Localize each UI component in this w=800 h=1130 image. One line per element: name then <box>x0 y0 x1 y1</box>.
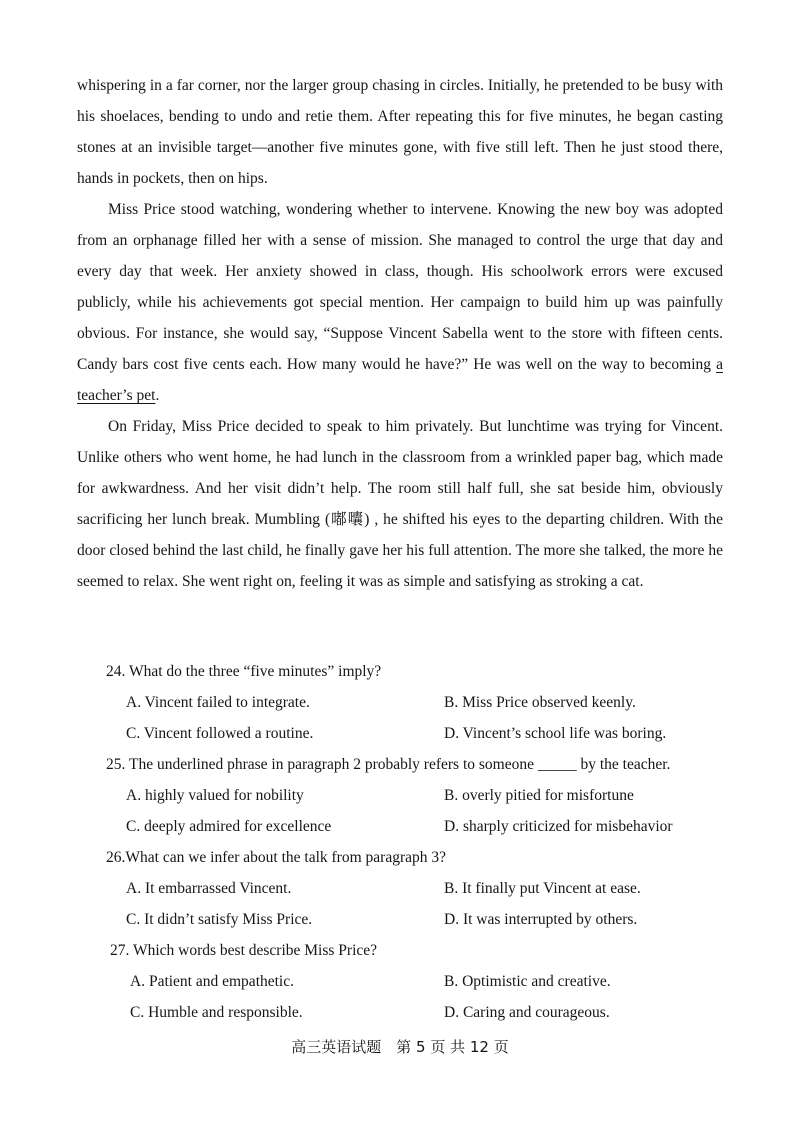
option-b: B. Miss Price observed keenly. <box>444 694 636 711</box>
underlined-phrase: a teacher’s pet <box>77 356 723 404</box>
option-c: C. Vincent followed a routine. <box>126 725 314 742</box>
option-a: A. highly valued for nobility <box>126 787 304 804</box>
question-stem: 24. What do the three “five minutes” imply? <box>106 663 382 680</box>
option-c: C. Humble and responsible. <box>130 1004 303 1021</box>
option-a: A. Vincent failed to integrate. <box>126 694 310 711</box>
passage-paragraph-2: Miss Price stood watching, wondering whether to intervene. Knowing the new boy was adopted from an orphanage filled her with a sense of mission. She managed to control the urge that day and every day that week. Her anxiety showed in class, though. His schoolwork errors were excused publicly, while his achievements got special mention. Her campaign to build him up was painfully obvious. For instance, she would say, “Suppose Vincent Sabella went to the store with fifteen cents. Candy bars cost five cents each. How many would he have?” He was well on the way to becoming a teacher’s pet. <box>77 201 723 404</box>
option-d: D. Caring and courageous. <box>444 1004 610 1021</box>
option-d: D. Vincent’s school life was boring. <box>444 725 667 742</box>
page-footer: 高三英语试题 第 5 页 共 12 页 <box>291 1038 509 1056</box>
passage-paragraph-1: whispering in a far corner, nor the larger group chasing in circles. Initially, he pretended to be busy with his shoelaces, bending to undo and retie them. After repeating this for five minutes, he began casting stones at an invisible target—another five minutes gone, with five still left. Then he just stood there, hands in pockets, then on hips. <box>77 77 723 187</box>
option-b: B. It finally put Vincent at ease. <box>444 880 641 897</box>
option-d: D. sharply criticized for misbehavior <box>444 818 673 835</box>
question-stem: 27. Which words best describe Miss Price? <box>110 942 378 959</box>
option-d: D. It was interrupted by others. <box>444 911 638 928</box>
option-c: C. deeply admired for excellence <box>126 818 332 835</box>
option-b: B. Optimistic and creative. <box>444 973 611 990</box>
option-a: A. It embarrassed Vincent. <box>126 880 292 897</box>
option-a: A. Patient and empathetic. <box>130 973 294 990</box>
passage-paragraph-3: On Friday, Miss Price decided to speak to him privately. But lunchtime was trying for Vincent. Unlike others who went home, he had lunch in the classroom from a wrinkled paper bag, which made for awkwardness. And her visit didn’t help. The room still half full, she sat beside him, obviously sacrificing her lunch break. Mumbling (嘟囔) , he shifted his eyes to the departing children. With the door closed behind the last child, he finally gave her his full attention. The more she talked, the more he seemed to relax. She went right on, feeling it was as simple and satisfying as stroking a cat. <box>77 418 723 590</box>
option-b: B. overly pitied for misfortune <box>444 787 634 804</box>
question-stem: 25. The underlined phrase in paragraph 2 probably refers to someone _____ by the teacher. <box>106 756 671 773</box>
question-stem: 26.What can we infer about the talk from paragraph 3? <box>106 849 446 866</box>
option-c: C. It didn’t satisfy Miss Price. <box>126 911 313 928</box>
